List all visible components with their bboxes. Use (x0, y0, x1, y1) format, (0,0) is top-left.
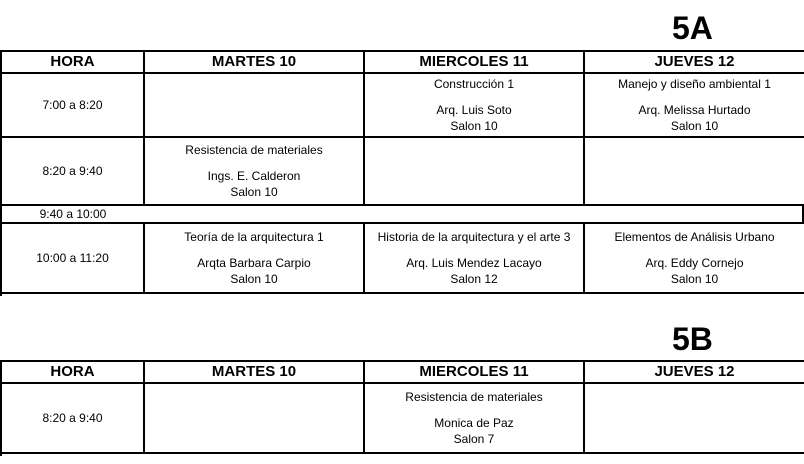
course-name: Construcción 1 (433, 77, 515, 91)
header-cell: MARTES 10 (145, 52, 365, 74)
teacher-name: Arq. Melissa Hurtado (638, 103, 751, 117)
course-name: Manejo y diseño ambiental 1 (618, 77, 771, 91)
room-label: Salon 10 (670, 272, 719, 286)
room-label: Salon 10 (670, 119, 719, 133)
teacher-name: Arq. Eddy Cornejo (645, 256, 744, 270)
course-name: Elementos de Análisis Urbano (614, 230, 775, 244)
teacher-name: Arqta Barbara Carpio (197, 256, 311, 270)
schedule-table-5b (0, 360, 804, 456)
empty-cell (585, 138, 804, 206)
title-5b: 5B (672, 321, 713, 357)
header-cell: MARTES 10 (145, 362, 365, 384)
room-label: Salon 7 (453, 432, 495, 446)
header-cell: MIERCOLES 11 (365, 362, 585, 384)
course-name: Historia de la arquitectura y el arte 3 (377, 230, 571, 244)
teacher-name: Ings. E. Calderon (207, 169, 301, 183)
title-5a: 5A (672, 10, 713, 46)
teacher-name: Arq. Luis Soto (436, 103, 512, 117)
schedule-table-5a (0, 50, 804, 296)
class-cell (585, 224, 804, 294)
empty-cell (145, 74, 365, 138)
room-label: Salon 12 (450, 272, 498, 286)
header-cell: HORA (2, 362, 145, 384)
time-cell: 8:20 a 9:40 (2, 138, 145, 206)
class-cell (365, 74, 585, 138)
class-cell (585, 74, 804, 138)
room-label: Salon 10 (450, 119, 498, 133)
room-label: Salon 10 (230, 185, 278, 199)
class-cell (365, 224, 585, 294)
break-row (2, 206, 804, 224)
empty-cell (145, 384, 365, 454)
time-cell: 7:00 a 8:20 (2, 74, 145, 138)
class-cell (145, 224, 365, 294)
teacher-name: Monica de Paz (434, 416, 514, 430)
time-cell: 10:00 a 11:20 (2, 224, 145, 294)
class-cell (145, 138, 365, 206)
class-cell (365, 384, 585, 454)
teacher-name: Arq. Luis Mendez Lacayo (406, 256, 542, 270)
header-cell: JUEVES 12 (585, 362, 804, 384)
course-name: Resistencia de materiales (405, 390, 543, 404)
break-time: 9:40 a 10:00 (39, 207, 107, 221)
room-label: Salon 10 (230, 272, 278, 286)
empty-cell (585, 384, 804, 454)
time-cell: 8:20 a 9:40 (2, 384, 145, 454)
empty-cell (365, 138, 585, 206)
course-name: Teoría de la arquitectura 1 (184, 230, 324, 244)
header-cell: JUEVES 12 (585, 52, 804, 74)
header-cell: MIERCOLES 11 (365, 52, 585, 74)
course-name: Resistencia de materiales (185, 143, 323, 157)
header-cell: HORA (2, 52, 145, 74)
